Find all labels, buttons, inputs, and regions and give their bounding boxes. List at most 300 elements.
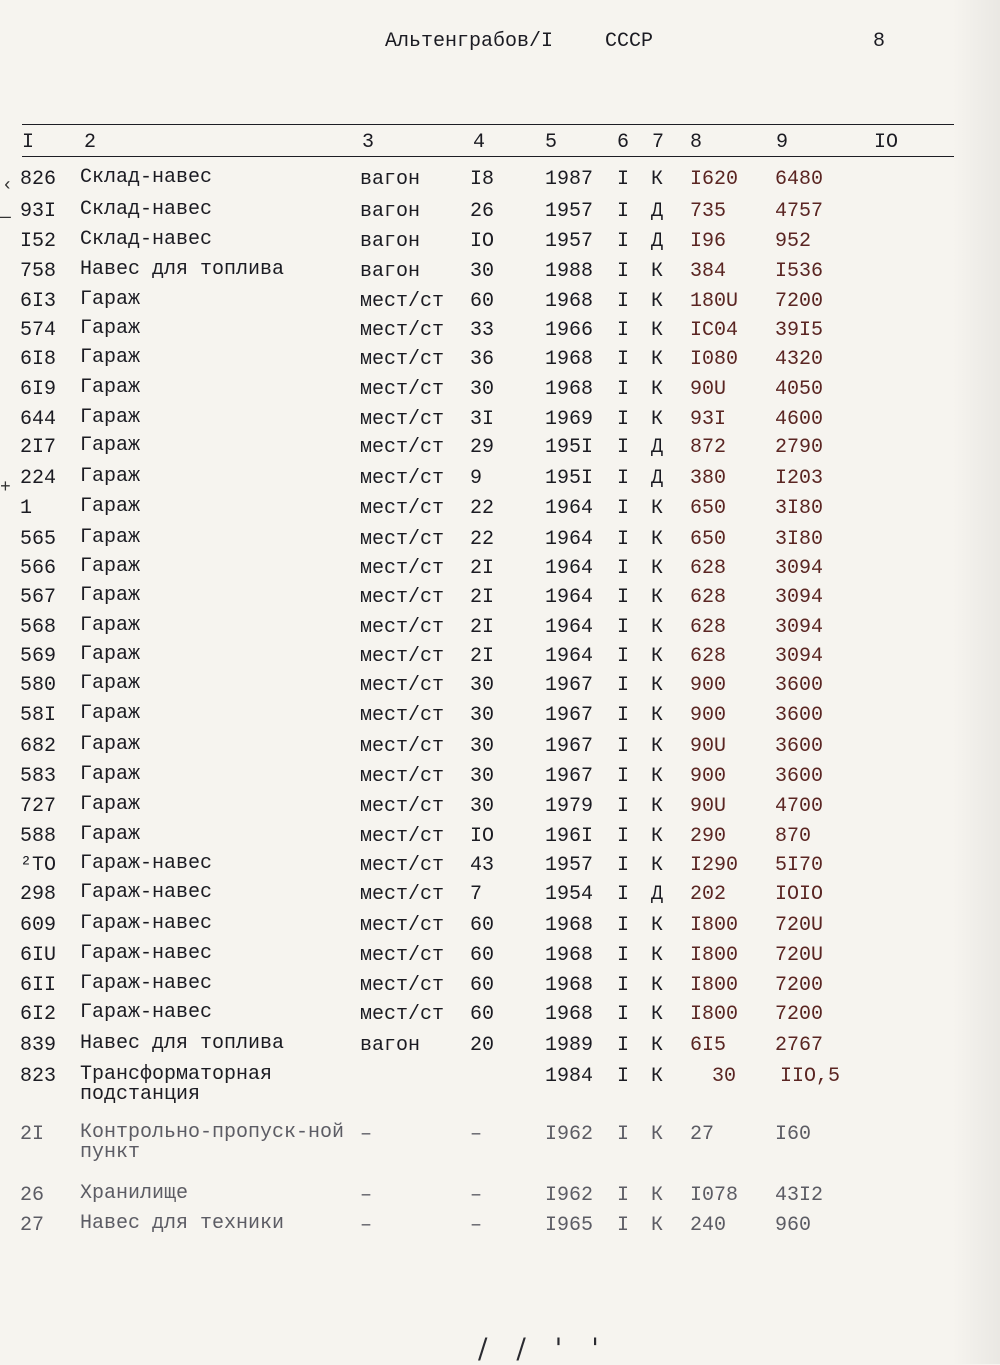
handwritten-signature: / / ' ' xyxy=(478,1332,609,1365)
object-name: Навес для техники xyxy=(80,1212,285,1235)
material-code: К xyxy=(651,1214,664,1237)
object-name: Гараж-навес xyxy=(80,972,213,995)
table-row xyxy=(0,586,1000,614)
category: I xyxy=(617,1003,630,1026)
object-number: ²TO xyxy=(20,854,57,877)
volume-value: 3094 xyxy=(775,586,824,609)
object-name: Гараж xyxy=(80,406,141,429)
object-number: 823 xyxy=(20,1065,57,1088)
table-top-rule xyxy=(22,124,954,125)
year-built: 1964 xyxy=(545,645,594,668)
year-built: 195I xyxy=(545,467,594,490)
object-number: 93I xyxy=(20,200,57,223)
object-name: Гараж xyxy=(80,584,141,607)
capacity: 33 xyxy=(470,319,495,342)
volume-value: 3094 xyxy=(775,616,824,639)
area-value: I800 xyxy=(690,974,739,997)
area-value: 90U xyxy=(690,735,727,758)
capacity: 60 xyxy=(470,974,495,997)
year-built: 1964 xyxy=(545,586,594,609)
table-row xyxy=(0,735,1000,763)
table-row xyxy=(0,436,1000,464)
object-number: 224 xyxy=(20,467,57,490)
object-name: Трансформаторная подстанция xyxy=(80,1063,273,1106)
object-number: I52 xyxy=(20,230,57,253)
table-row xyxy=(0,260,1000,288)
object-number: 6I8 xyxy=(20,348,57,371)
object-name: Гараж xyxy=(80,702,141,725)
material-code: К xyxy=(651,974,664,997)
material-code: К xyxy=(651,319,664,342)
unit: мест/ст xyxy=(360,586,445,609)
unit: мест/ст xyxy=(360,914,445,937)
area-value: 384 xyxy=(690,260,727,283)
capacity: 3I xyxy=(470,408,495,431)
year-built: 1964 xyxy=(545,616,594,639)
unit: мест/ст xyxy=(360,1003,445,1026)
column-header: 6 xyxy=(617,131,630,154)
capacity: – xyxy=(470,1214,483,1237)
object-number: 6I3 xyxy=(20,290,57,313)
object-name: Гараж xyxy=(80,346,141,369)
category: I xyxy=(617,616,630,639)
material-code: К xyxy=(651,645,664,668)
area-value: 6I5 xyxy=(690,1034,727,1057)
table-row xyxy=(0,795,1000,823)
object-number: 574 xyxy=(20,319,57,342)
year-built: 1964 xyxy=(545,528,594,551)
unit: мест/ст xyxy=(360,436,445,459)
capacity: 30 xyxy=(470,795,495,818)
object-name: Гараж xyxy=(80,526,141,549)
year-built: 1954 xyxy=(545,883,594,906)
volume-value: 720U xyxy=(775,914,824,937)
column-header: 2 xyxy=(84,131,97,154)
material-code: К xyxy=(651,735,664,758)
year-built: 1964 xyxy=(545,557,594,580)
table-row xyxy=(0,168,1000,196)
column-header: IO xyxy=(874,131,899,154)
object-number: 6II xyxy=(20,974,57,997)
unit: – xyxy=(360,1184,373,1207)
material-code: К xyxy=(651,1065,664,1088)
unit: мест/ст xyxy=(360,319,445,342)
capacity: 30 xyxy=(470,735,495,758)
category: I xyxy=(617,497,630,520)
object-name: Гараж xyxy=(80,763,141,786)
margin-pen-mark: — xyxy=(0,208,11,228)
material-code: К xyxy=(651,1123,664,1146)
volume-value: 960 xyxy=(775,1214,812,1237)
object-number: 566 xyxy=(20,557,57,580)
year-built: 1968 xyxy=(545,378,594,401)
object-number: 26 xyxy=(20,1184,45,1207)
unit: вагон xyxy=(360,230,421,253)
volume-value: IIO,5 xyxy=(780,1065,841,1088)
volume-value: 3600 xyxy=(775,704,824,727)
area-value: 202 xyxy=(690,883,727,906)
volume-value: 2767 xyxy=(775,1034,824,1057)
unit: вагон xyxy=(360,260,421,283)
category: I xyxy=(617,854,630,877)
category: I xyxy=(617,557,630,580)
area-value: 735 xyxy=(690,200,727,223)
volume-value: 3600 xyxy=(775,674,824,697)
object-name: Гараж-навес xyxy=(80,881,213,904)
object-number: 644 xyxy=(20,408,57,431)
object-name: Склад-навес xyxy=(80,166,213,189)
object-number: 758 xyxy=(20,260,57,283)
category: I xyxy=(617,528,630,551)
material-code: К xyxy=(651,497,664,520)
capacity: 60 xyxy=(470,914,495,937)
volume-value: 4757 xyxy=(775,200,824,223)
object-number: 27 xyxy=(20,1214,45,1237)
area-value: I800 xyxy=(690,944,739,967)
material-code: Д xyxy=(651,230,664,253)
object-name: Гараж xyxy=(80,288,141,311)
capacity: 7 xyxy=(470,883,483,906)
unit: мест/ст xyxy=(360,674,445,697)
table-row xyxy=(0,944,1000,972)
object-number: 1 xyxy=(20,497,33,520)
page-title: Альтенграбов/I xyxy=(385,30,554,53)
object-name: Гараж xyxy=(80,793,141,816)
object-name: Гараж xyxy=(80,643,141,666)
unit: мест/ст xyxy=(360,497,445,520)
object-name: Гараж xyxy=(80,823,141,846)
category: I xyxy=(617,795,630,818)
table-row xyxy=(0,765,1000,793)
object-name: Гараж xyxy=(80,465,141,488)
category: I xyxy=(617,944,630,967)
area-value: I800 xyxy=(690,1003,739,1026)
object-name: Склад-навес xyxy=(80,228,213,251)
volume-value: 952 xyxy=(775,230,812,253)
volume-value: 2790 xyxy=(775,436,824,459)
object-name: Склад-навес xyxy=(80,198,213,221)
category: I xyxy=(617,674,630,697)
object-number: 568 xyxy=(20,616,57,639)
capacity: 22 xyxy=(470,528,495,551)
capacity: 30 xyxy=(470,765,495,788)
column-header: 9 xyxy=(776,131,789,154)
unit: мест/ст xyxy=(360,557,445,580)
year-built: I962 xyxy=(545,1123,594,1146)
category: I xyxy=(617,378,630,401)
category: I xyxy=(617,1034,630,1057)
year-built: 1957 xyxy=(545,200,594,223)
year-built: 1966 xyxy=(545,319,594,342)
unit: мест/ст xyxy=(360,378,445,401)
object-name: Гараж xyxy=(80,555,141,578)
category: I xyxy=(617,735,630,758)
material-code: К xyxy=(651,795,664,818)
year-built: 195I xyxy=(545,436,594,459)
object-number: 839 xyxy=(20,1034,57,1057)
material-code: К xyxy=(651,260,664,283)
year-built: 1964 xyxy=(545,497,594,520)
area-value: 27 xyxy=(690,1123,715,1146)
table-row xyxy=(0,497,1000,525)
object-number: 6I9 xyxy=(20,378,57,401)
volume-value: 3094 xyxy=(775,645,824,668)
object-name: Навес для топлива xyxy=(80,258,285,281)
category: I xyxy=(617,914,630,937)
year-built: 1979 xyxy=(545,795,594,818)
unit: мест/ст xyxy=(360,795,445,818)
object-name: Навес для топлива xyxy=(80,1032,285,1055)
table-row xyxy=(0,854,1000,882)
unit: мест/ст xyxy=(360,765,445,788)
volume-value: 870 xyxy=(775,825,812,848)
margin-pen-mark: ‹ xyxy=(2,176,13,196)
year-built: 1968 xyxy=(545,944,594,967)
volume-value: 7200 xyxy=(775,974,824,997)
category: I xyxy=(617,883,630,906)
area-value: 628 xyxy=(690,645,727,668)
capacity: 60 xyxy=(470,290,495,313)
volume-value: 6480 xyxy=(775,168,824,191)
capacity: – xyxy=(470,1184,483,1207)
object-number: 6IU xyxy=(20,944,57,967)
material-code: К xyxy=(651,1003,664,1026)
category: I xyxy=(617,319,630,342)
material-code: К xyxy=(651,704,664,727)
area-value: IC04 xyxy=(690,319,739,342)
capacity: – xyxy=(470,1123,483,1146)
year-built: I965 xyxy=(545,1214,594,1237)
object-name: Гараж xyxy=(80,434,141,457)
material-code: К xyxy=(651,674,664,697)
unit: мест/ст xyxy=(360,467,445,490)
volume-value: I203 xyxy=(775,467,824,490)
category: I xyxy=(617,1065,630,1088)
unit: мест/ст xyxy=(360,290,445,313)
unit: мест/ст xyxy=(360,825,445,848)
category: I xyxy=(617,586,630,609)
table-row xyxy=(0,319,1000,347)
area-value: 290 xyxy=(690,825,727,848)
page-number: 8 xyxy=(873,30,886,53)
table-row xyxy=(0,914,1000,942)
material-code: К xyxy=(651,168,664,191)
volume-value: 4700 xyxy=(775,795,824,818)
material-code: К xyxy=(651,1184,664,1207)
table-row xyxy=(0,408,1000,436)
table-row xyxy=(0,378,1000,406)
capacity: 2I xyxy=(470,616,495,639)
object-name: Гараж xyxy=(80,614,141,637)
capacity: 60 xyxy=(470,1003,495,1026)
table-row xyxy=(0,1121,1000,1164)
material-code: К xyxy=(651,616,664,639)
table-row xyxy=(0,645,1000,673)
object-number: 567 xyxy=(20,586,57,609)
object-number: 583 xyxy=(20,765,57,788)
capacity: 36 xyxy=(470,348,495,371)
category: I xyxy=(617,974,630,997)
table-row xyxy=(0,974,1000,1002)
column-header: 7 xyxy=(652,131,665,154)
object-number: 58I xyxy=(20,704,57,727)
margin-pen-mark: + xyxy=(0,478,11,498)
capacity: IO xyxy=(470,825,495,848)
volume-value: 3I80 xyxy=(775,528,824,551)
unit: мест/ст xyxy=(360,944,445,967)
material-code: Д xyxy=(651,467,664,490)
category: I xyxy=(617,1184,630,1207)
material-code: Д xyxy=(651,436,664,459)
area-value: 650 xyxy=(690,497,727,520)
year-built: I962 xyxy=(545,1184,594,1207)
year-built: 1967 xyxy=(545,704,594,727)
volume-value: 4050 xyxy=(775,378,824,401)
category: I xyxy=(617,825,630,848)
volume-value: 5I70 xyxy=(775,854,824,877)
object-number: 609 xyxy=(20,914,57,937)
country-label: СССР xyxy=(605,30,654,53)
capacity: 30 xyxy=(470,378,495,401)
capacity: I8 xyxy=(470,168,495,191)
unit: вагон xyxy=(360,1034,421,1057)
capacity: 20 xyxy=(470,1034,495,1057)
table-row xyxy=(0,1214,1000,1242)
table-row xyxy=(0,528,1000,556)
capacity: 30 xyxy=(470,674,495,697)
year-built: 1967 xyxy=(545,735,594,758)
unit: мест/ст xyxy=(360,854,445,877)
column-header: 4 xyxy=(473,131,486,154)
year-built: 1968 xyxy=(545,290,594,313)
material-code: К xyxy=(651,586,664,609)
area-value: 380 xyxy=(690,467,727,490)
table-row xyxy=(0,825,1000,853)
table-row xyxy=(0,290,1000,318)
object-number: 2I7 xyxy=(20,436,57,459)
table-row xyxy=(0,230,1000,258)
material-code: К xyxy=(651,378,664,401)
area-value: 90U xyxy=(690,795,727,818)
material-code: К xyxy=(651,348,664,371)
table-row xyxy=(0,557,1000,585)
object-name: Гараж xyxy=(80,495,141,518)
column-header: 5 xyxy=(545,131,558,154)
volume-value: 720U xyxy=(775,944,824,967)
object-name: Гараж xyxy=(80,733,141,756)
material-code: К xyxy=(651,765,664,788)
area-value: I96 xyxy=(690,230,727,253)
unit: мест/ст xyxy=(360,616,445,639)
category: I xyxy=(617,1214,630,1237)
category: I xyxy=(617,1123,630,1146)
object-number: 569 xyxy=(20,645,57,668)
unit: – xyxy=(360,1123,373,1146)
unit: мест/ст xyxy=(360,704,445,727)
capacity: 43 xyxy=(470,854,495,877)
category: I xyxy=(617,348,630,371)
year-built: 1968 xyxy=(545,1003,594,1026)
object-number: 2I xyxy=(20,1123,45,1146)
capacity: 22 xyxy=(470,497,495,520)
object-number: 580 xyxy=(20,674,57,697)
year-built: 1957 xyxy=(545,854,594,877)
object-name: Контрольно-пропуск-ной пункт xyxy=(80,1121,345,1164)
object-name: Гараж xyxy=(80,376,141,399)
capacity: 60 xyxy=(470,944,495,967)
year-built: 1988 xyxy=(545,260,594,283)
category: I xyxy=(617,645,630,668)
object-name: Гараж xyxy=(80,317,141,340)
table-row xyxy=(0,467,1000,495)
capacity: 26 xyxy=(470,200,495,223)
unit: мест/ст xyxy=(360,348,445,371)
capacity: IO xyxy=(470,230,495,253)
area-value: 628 xyxy=(690,557,727,580)
unit: – xyxy=(360,1214,373,1237)
unit: мест/ст xyxy=(360,883,445,906)
area-value: I800 xyxy=(690,914,739,937)
unit: вагон xyxy=(360,200,421,223)
category: I xyxy=(617,200,630,223)
column-header: 3 xyxy=(362,131,375,154)
volume-value: 3600 xyxy=(775,765,824,788)
material-code: К xyxy=(651,557,664,580)
category: I xyxy=(617,260,630,283)
material-code: Д xyxy=(651,200,664,223)
area-value: 180U xyxy=(690,290,739,313)
volume-value: 39I5 xyxy=(775,319,824,342)
volume-value: 43I2 xyxy=(775,1184,824,1207)
table-row xyxy=(0,1034,1000,1062)
table-row xyxy=(0,616,1000,644)
unit: вагон xyxy=(360,168,421,191)
object-number: 565 xyxy=(20,528,57,551)
object-number: 682 xyxy=(20,735,57,758)
area-value: 628 xyxy=(690,586,727,609)
year-built: 1967 xyxy=(545,674,594,697)
volume-value: 7200 xyxy=(775,290,824,313)
category: I xyxy=(617,704,630,727)
material-code: Д xyxy=(651,883,664,906)
capacity: 9 xyxy=(470,467,483,490)
object-name: Гараж-навес xyxy=(80,852,213,875)
capacity: 2I xyxy=(470,557,495,580)
column-header: 8 xyxy=(690,131,703,154)
area-value: 628 xyxy=(690,616,727,639)
area-value: I078 xyxy=(690,1184,739,1207)
area-value: 900 xyxy=(690,674,727,697)
unit: мест/ст xyxy=(360,645,445,668)
object-name: Гараж-навес xyxy=(80,1001,213,1024)
area-value: I290 xyxy=(690,854,739,877)
capacity: 29 xyxy=(470,436,495,459)
year-built: 1967 xyxy=(545,765,594,788)
year-built: 1968 xyxy=(545,348,594,371)
object-name: Гараж xyxy=(80,672,141,695)
category: I xyxy=(617,408,630,431)
capacity: 30 xyxy=(470,704,495,727)
category: I xyxy=(617,436,630,459)
volume-value: I536 xyxy=(775,260,824,283)
volume-value: 7200 xyxy=(775,1003,824,1026)
category: I xyxy=(617,467,630,490)
volume-value: 3600 xyxy=(775,735,824,758)
material-code: К xyxy=(651,825,664,848)
area-value: 90U xyxy=(690,378,727,401)
object-name: Хранилище xyxy=(80,1182,189,1205)
year-built: 1957 xyxy=(545,230,594,253)
